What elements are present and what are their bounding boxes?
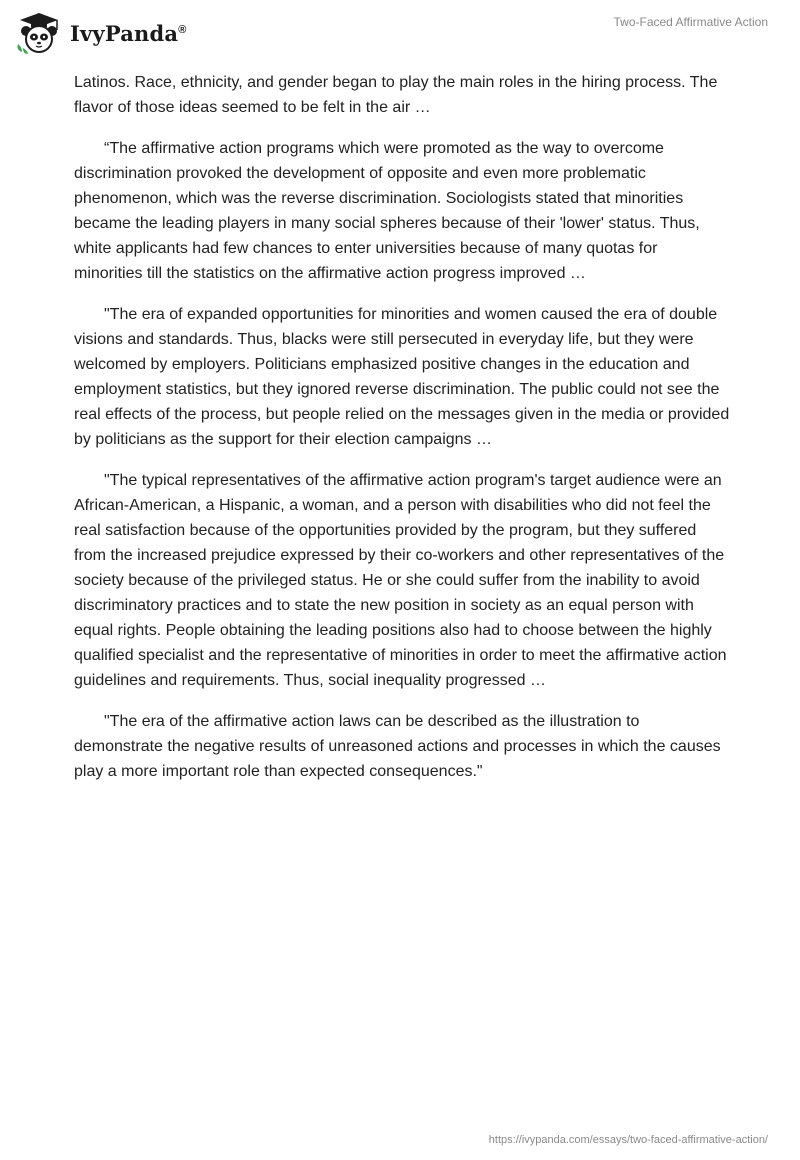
essay-paragraph: "The typical representatives of the affirmative action program's target audience were an African-American, a Hispanic, a woman, and a person with disabilities who did not feel the real satisfaction because of the opportunities provided by the program, but they suffered from the increased prejudice expressed by their co-workers and other representatives of the society because of the privileged status. He or she could suffer from the inability to avoid discriminatory practices and to state the new position in society as an equal person with equal rights. People obtaining the leading positions also had to choose between the highly qualified specialist and the representative of minorities in order to meet the affirmative action guidelines and requirements. Thus, social inequality progressed … [74, 472, 727, 689]
page-header [0, 0, 800, 66]
essay-body [74, 70, 730, 800]
essay-paragraph: "The era of the affirmative action laws can be described as the illustration to demonstrate the negative results of unreasoned actions and processes in which the causes play a more important role than expected consequences." [74, 713, 721, 780]
brand-name: IvyPanda® [70, 20, 187, 46]
document-title: Two-Faced Affirmative Action [613, 15, 768, 29]
essay-paragraph: Latinos. Race, ethnicity, and gender began to play the main roles in the hiring process. The flavor of those ideas seemed to be felt in the air … [74, 74, 718, 116]
source-url[interactable]: https://ivypanda.com/essays/two-faced-affirmative-action/ [488, 1134, 768, 1146]
brand-logo[interactable] [14, 10, 187, 56]
panda-graduate-icon [14, 10, 64, 56]
essay-paragraph: "The era of expanded opportunities for minorities and women caused the era of double visions and standards. Thus, blacks were still persecuted in everyday life, but they were welcomed by employers. Politicians emphasized positive changes in the education and employment statistics, but they ignored reverse discrimination. The public could not see the real effects of the process, but people relied on the messages given in the media or provided by politicians as the support for their election campaigns … [74, 306, 730, 448]
brand-registered-mark: ® [178, 23, 187, 36]
essay-paragraph: “The affirmative action programs which were promoted as the way to overcome discrimination provoked the development of opposite and even more problematic phenomenon, which was the reverse discrimination. Sociologists stated that minorities became the leading players in many social spheres because of their 'lower' status. Thus, white applicants had few chances to enter universities because of many quotas for minorities till the statistics on the affirmative action progress improved … [74, 140, 700, 282]
